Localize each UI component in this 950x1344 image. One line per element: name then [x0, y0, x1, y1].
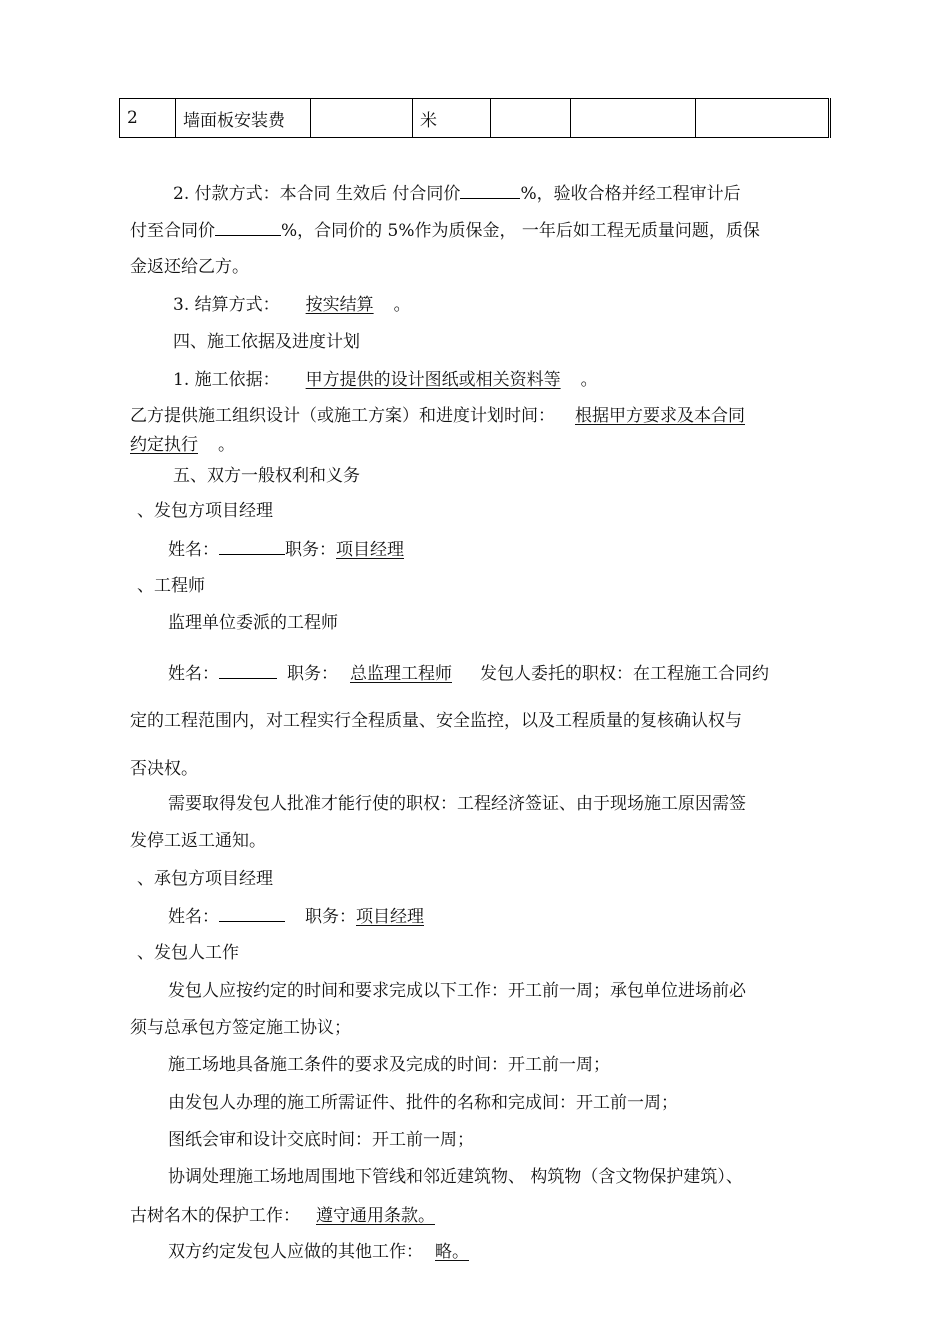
contractor-pm-heading: 、承包方项目经理 — [137, 869, 273, 889]
work-line-5: 图纸会审和设计交底时间：开工前一周； — [168, 1130, 474, 1150]
engineer-heading: 、工程师 — [137, 576, 205, 596]
section-4-title: 四、施工依据及进度计划 — [173, 332, 360, 352]
duty-value: 总监理工程师 — [350, 664, 452, 684]
name-blank — [219, 538, 285, 555]
work-line-1: 发包人应按约定的时间和要求完成以下工作：开工前一周；承包单位进场前必 — [168, 981, 746, 1001]
work-line-8: 双方约定发包人应做的其他工作： 略。 — [168, 1241, 477, 1263]
empty-cell — [311, 99, 413, 138]
employer-pm-heading: 、发包方项目经理 — [137, 501, 273, 521]
percent-blank — [460, 182, 520, 199]
payment-line-2: 付至合同价 %，合同价的 5%作为质保金， 一年后如工程无质量问题，质保 — [130, 221, 760, 241]
engineer-auth-3: 否决权。 — [130, 759, 198, 779]
empty-cell — [491, 99, 571, 138]
fee-table — [119, 98, 831, 138]
duty-value: 项目经理 — [356, 907, 424, 927]
contractor-pm-line: 姓名： 职务：项目经理 — [168, 907, 424, 927]
basis-value: 甲方提供的设计图纸或相关资料等 — [305, 370, 561, 390]
work-line-4: 由发包人办理的施工所需证件、批件的名称和完成间：开工前一周； — [168, 1093, 678, 1113]
approval-line-2: 发停工返工通知。 — [130, 831, 266, 851]
name-blank — [219, 905, 285, 922]
engineer-line: 姓名： 职务： 总监理工程师 发包人委托的职权：在工程施工合同约 — [168, 664, 769, 684]
payment-line-1: 2. 付款方式：本合同 生效后 付合同价 %，验收合格并经工程审计后 — [173, 184, 741, 204]
employer-pm-line: 姓名： 职务：项目经理 — [168, 540, 404, 560]
basis-line: 1. 施工依据： 甲方提供的设计图纸或相关资料等 。 — [173, 370, 598, 390]
employer-work-heading: 、发包人工作 — [137, 943, 239, 963]
row-number: 2 — [120, 99, 176, 138]
plan-line-2: 约定执行 。 — [130, 435, 235, 455]
settlement-value: 按实结算 — [305, 295, 374, 315]
protection-value: 遵守通用条款。 — [316, 1206, 435, 1226]
table-row — [120, 99, 830, 138]
engineer-sub: 监理单位委派的工程师 — [168, 613, 338, 633]
approval-line-1: 需要取得发包人批准才能行使的职权：工程经济签证、由于现场施工原因需签 — [168, 794, 746, 814]
work-line-7: 古树名木的保护工作： 遵守通用条款。 — [130, 1205, 443, 1227]
empty-cell — [696, 99, 830, 138]
section-5-title: 五、双方一般权利和义务 — [173, 466, 360, 486]
other-work-value: 略。 — [435, 1242, 469, 1262]
unit-cell: 米 — [413, 99, 491, 138]
engineer-auth-2: 定的工程范围内，对工程实行全程质量、安全监控，以及工程质量的复核确认权与 — [130, 711, 742, 731]
plan-value: 根据甲方要求及本合同 — [575, 406, 745, 426]
payment-line-3: 金返还给乙方。 — [130, 257, 249, 277]
empty-cell — [571, 99, 696, 138]
plan-value-cont: 约定执行 — [130, 435, 198, 455]
work-line-6: 协调处理施工场地周围地下管线和邻近建筑物、 构筑物（含文物保护建筑）、 — [168, 1167, 743, 1187]
plan-line-1: 乙方提供施工组织设计（或施工方案）和进度计划时间： 根据甲方要求及本合同 — [130, 406, 745, 426]
work-line-2: 须与总承包方签定施工协议； — [130, 1018, 351, 1038]
settlement-line: 3. 结算方式： 按实结算 。 — [173, 295, 411, 315]
item-name: 墙面板安装费 — [176, 99, 311, 138]
duty-value: 项目经理 — [336, 540, 404, 560]
work-line-3: 施工场地具备施工条件的要求及完成的时间：开工前一周； — [168, 1055, 610, 1075]
name-blank — [219, 662, 277, 679]
percent-blank — [215, 219, 281, 236]
